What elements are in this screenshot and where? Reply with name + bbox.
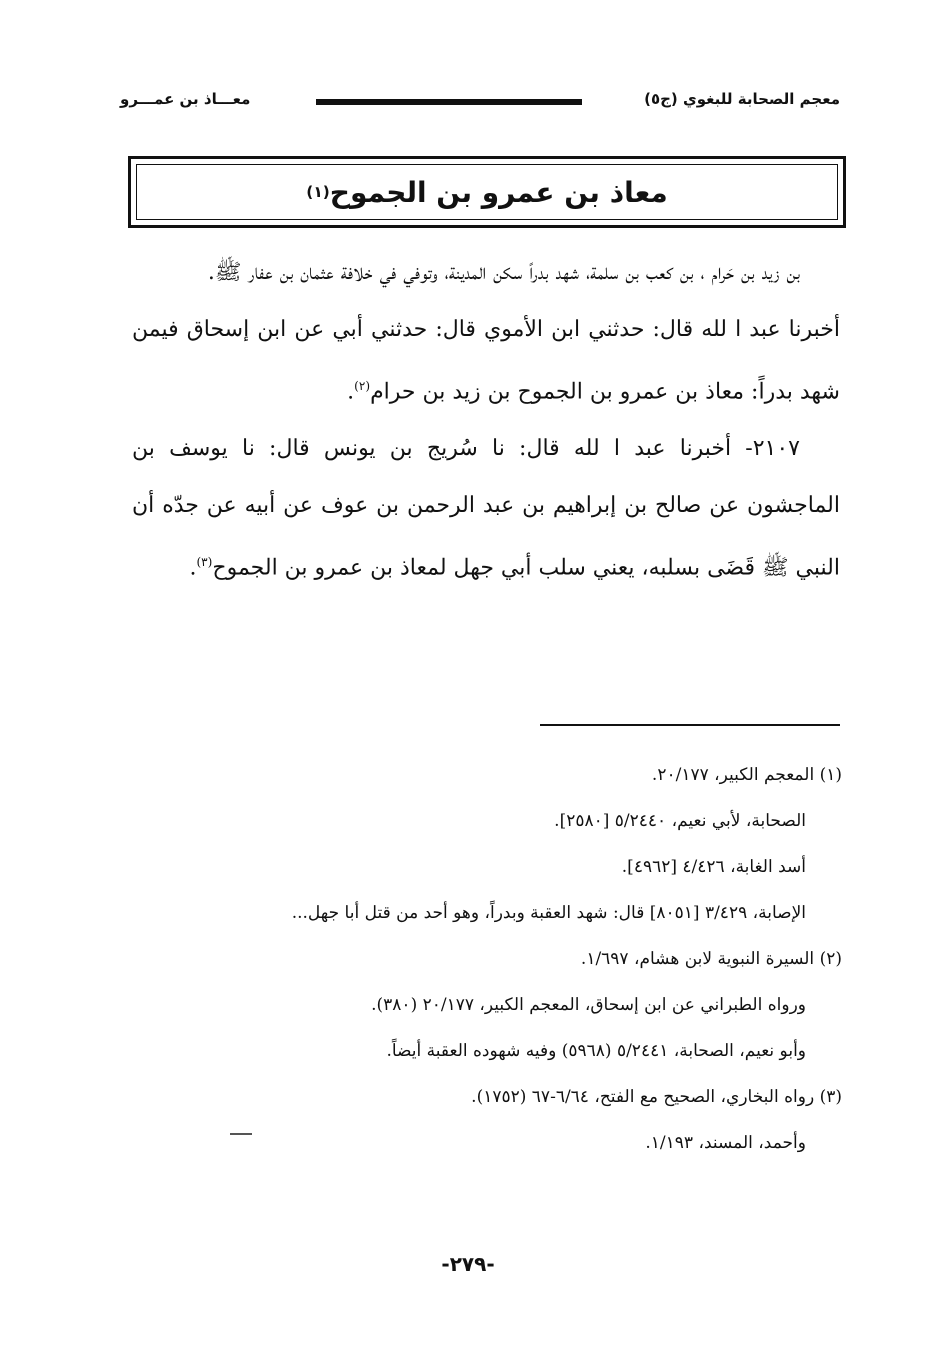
body-text [132,244,840,597]
narration-1-text: أخبرنا عبد ا لله قال: حدثني ابن الأموي قال: حدثني أبي عن ابن إسحاق فيمن شهد بدراً: معاذ بن عمرو بن الجموح بن زيد بن حرام [132,317,840,405]
footnote-2-label: (٢) [819,949,842,969]
entry-title-box [128,156,846,228]
footnote-1-line-1: المعجم الكبير، ٢٠/١٧٧. [651,765,815,785]
footnote-2 [130,936,842,1074]
running-header [120,88,840,116]
footnote-3 [130,1074,842,1166]
narration-paragraph-1: أخبرنا عبد ا لله قال: حدثني ابن الأموي قال: حدثني أبي عن ابن إسحاق فيمن شهد بدراً: معاذ بن عمرو بن الجموح بن زيد بن حرام$^{(٢)}$. [132,317,840,405]
book-title: معجم الصحابة للبغوي (ج٥) [644,90,840,108]
footnote-1-line-4: الإصابة، ٣/٤٢٩ [٨٠٥١] قال: شهد العقبة وبدراً، وهو أحد من قتل أبا جهل... [291,903,806,923]
stray-dash-mark [230,1133,252,1135]
narration-2-text: ٢١٠٧- أخبرنا عبد ا لله قال: نا سُريج بن يونس قال: نا يوسف بن الماجشون عن صالح بن إبراهيم بن عبد الرحمن بن عوف عن أبيه عن جدّه أن النبي ﷺ قَضَى بسلبه، يعني سلب أبي جهل لمعاذ بن عمرو بن الجموح [132,436,840,581]
entry-title [136,164,838,220]
entry-title-text: معاذ بن عمرو بن الجموح [329,175,668,209]
footnote-separator [540,724,840,726]
entry-name: معـــاذ بن عمـــرو [120,90,251,108]
header-rule [316,99,582,105]
narration-2-mark: (٣) [196,555,213,570]
footnote-2-line-1: السيرة النبوية لابن هشام، ١/٦٩٧. [580,949,815,969]
footnote-3-line-1: رواه البخاري، الصحيح مع الفتح، ٦/٦٤-٦٧ (١٧٥٢). [471,1087,815,1107]
title-footnote-mark: (١) [306,183,330,201]
footnote-2-line-3: وأبو نعيم، الصحابة، ٥/٢٤٤١ (٥٩٦٨) وفيه شهوده العقبة أيضاً. [386,1041,806,1061]
footnote-1-label: (١) [819,765,842,785]
intro-paragraph: بن زيد بن حَرام ، بن كعب بن سلمة، شهد بدراً سكن المدينة، وتوفي في خلافة عثمان بن عفار ﷺ. [207,260,800,285]
page-number: -٢٧٩- [441,1252,495,1276]
footnote-3-line-2: وأحمد، المسند، ١/١٩٣. [645,1133,806,1153]
footnote-3-label: (٣) [819,1087,842,1107]
footnotes [130,752,842,1166]
footnote-1-line-2: الصحابة، لأبي نعيم، ٥/٢٤٤٠ [٢٥٨٠]. [554,811,806,831]
narration-1-mark: (٢) [354,379,371,393]
footnote-1 [130,752,842,936]
footnote-2-line-2: ورواه الطبراني عن ابن إسحاق، المعجم الكبير، ٢٠/١٧٧ (٣٨٠). [371,995,806,1015]
footnote-1-line-3: أسد الغابة، ٤/٤٢٦ [٤٩٦٢]. [621,857,806,877]
narration-paragraph-2: ٢١٠٧- أخبرنا عبد ا لله قال: نا سُريج بن يونس قال: نا يوسف بن الماجشون عن صالح بن إبراهيم بن عبد الرحمن بن عوف عن أبيه عن جدّه أن النبي ﷺ قَضَى بسلبه، يعني سلب أبي جهل لمعاذ بن عمرو بن الجموح$^{(٣)}$. [132,436,840,581]
